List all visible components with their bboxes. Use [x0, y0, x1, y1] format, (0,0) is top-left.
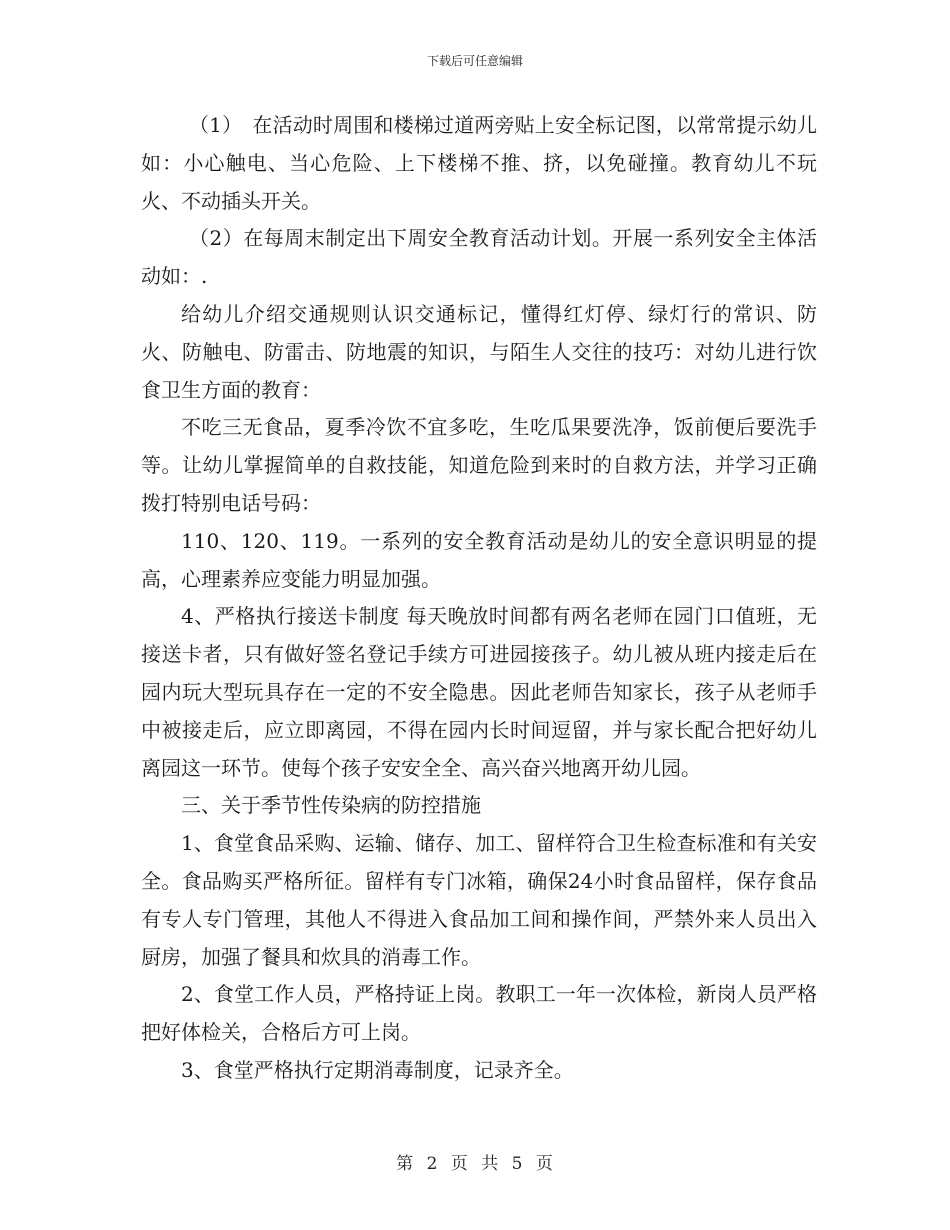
paragraph-food-hygiene: 不吃三无食品，夏季冷饮不宜多吃，生吃瓜果要洗净，饭前便后要洗手等。让幼儿掌握简单的自救技能，知道危险到来时的自救方法，并学习正确拨打特别电话号码： [141, 415, 817, 515]
page-number: 第 2 页 共 5 页 [396, 1154, 554, 1174]
document-body [141, 107, 817, 1090]
section-heading-disease-control: 三、关于季节性传染病的防控措施 [181, 793, 481, 818]
paragraph-pickup-card: 4、严格执行接送卡制度 每天晚放时间都有两名老师在园门口值班，无接送卡者，只有做好签名登记手续方可进园接孩子。幼儿被从班内接走后在园内玩大型玩具存在一定的不安全隐患。因此老师告知家长，孩子从老师手中被接走后，应立即离园，不得在园内长时间逗留，并与家长配合把好幼儿离园这一环节。使每个孩子安安全全、高兴奋兴地离开幼儿园。 [141, 604, 817, 780]
paragraph-traffic-rules: 给幼儿介绍交通规则认识交通标记，懂得红灯停、绿灯行的常识、防火、防触电、防雷击、防地震的知识，与陌生人交往的技巧：对幼儿进行饮食卫生方面的教育： [141, 301, 817, 402]
paragraph-emergency-numbers: 110、120、119。一系列的安全教育活动是幼儿的安全意识明显的提高，心理素养应变能力明显加强。 [141, 528, 817, 591]
paragraph-safety-signs: （1） 在活动时周围和楼梯过道两旁贴上安全标记图，以常常提示幼儿如：小心触电、当心危险、上下楼梯不推、挤，以免碰撞。教育幼儿不玩火、不动插头开关。 [141, 113, 817, 213]
paragraph-weekly-plan: （2）在每周末制定出下周安全教育活动计划。开展一系列安全主体活动如：. [141, 226, 817, 289]
page-header: 下载后可任意编辑 [426, 54, 523, 68]
paragraph-canteen-staff: 2、食堂工作人员，严格持证上岗。教职工一年一次体检，新岗人员严格把好体检关，合格后方可上岗。 [141, 982, 817, 1045]
paragraph-disinfection: 3、食堂严格执行定期消毒制度，记录齐全。 [181, 1057, 574, 1082]
paragraph-canteen-food: 1、食堂食品采购、运输、储存、加工、留样符合卫生检查标准和有关安全。食品购买严格所征。留样有专门冰箱，确保24小时食品留样，保存食品有专人专门管理，其他人不得进入食品加工间和操作间，严禁外来人员出入厨房，加强了餐具和炊具的消毒工作。 [141, 831, 817, 969]
